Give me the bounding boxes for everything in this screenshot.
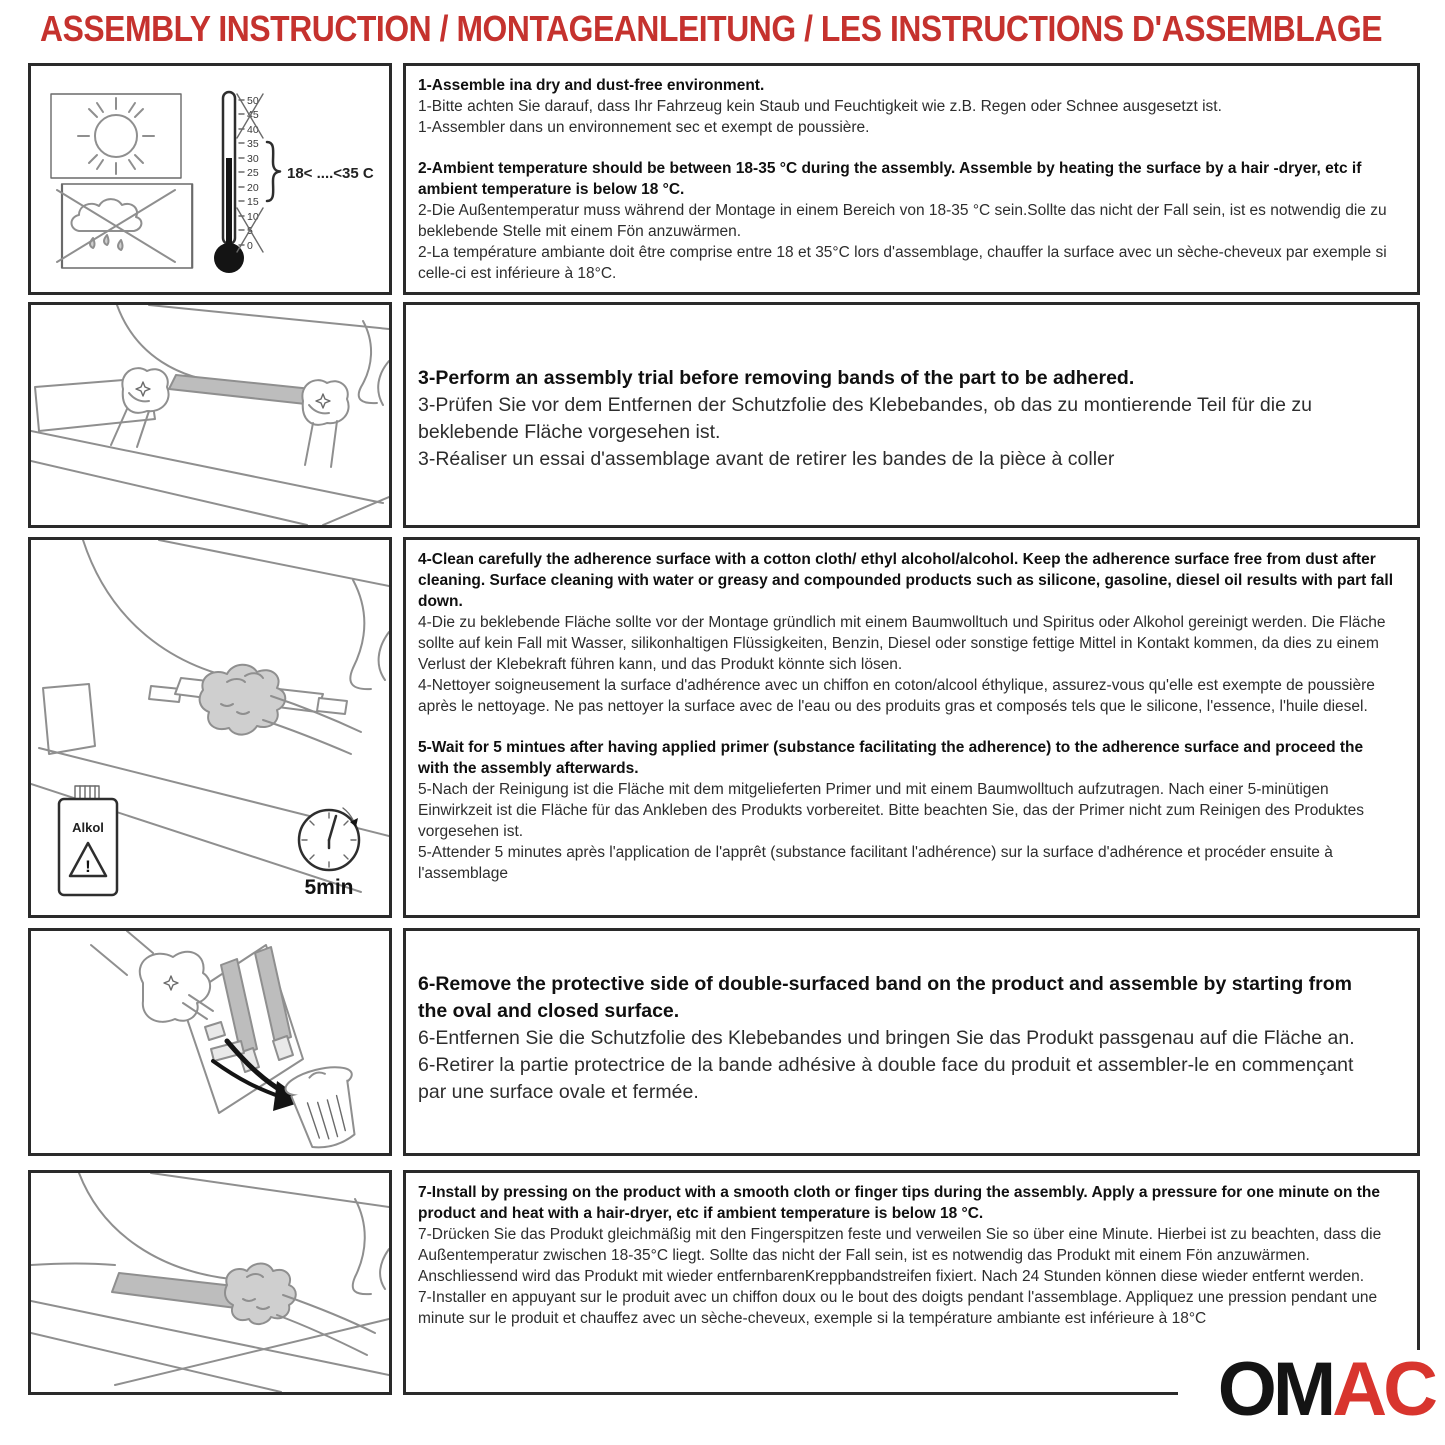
step1-text-de: 1-Bitte achten Sie darauf, dass Ihr Fahrzeug kein Staub und Feuchtigkeit wie z.B. Regen oder Schnee ausgesetzt ist.: [418, 98, 1222, 115]
step1-text-en: 1-Assemble ina dry and dust-free environment.: [418, 77, 765, 94]
instruction-box-3: [403, 302, 1420, 528]
step2-text-fr: 2-La température ambiante doit être comprise entre 18 et 35°C lors d'assemblage, chauffer la surface avec un sèche-cheveux par exemple si celle-ci est inférieure à 18°C.: [418, 244, 1387, 282]
instruction-text-group: [406, 305, 1417, 479]
step7-text-fr: 7-Installer en appuyant sur le produit avec un chiffon doux ou le bout des doigts pendant l'assemblage. Appliquez une pression pendant une minute sur le produit et chauffez avec un sèche-cheveux, exemple si la température ambiante est inférieure à 18°C: [418, 1289, 1378, 1327]
svg-text:10: 10: [247, 211, 259, 223]
svg-text:50: 50: [247, 95, 259, 107]
alcohol-bottle-icon: [59, 786, 117, 895]
step4-text-en: 4-Clean carefully the adherence surface with a cotton cloth/ ethyl alcohol/alcohol. Keep the adherence surface free from dust after cleaning. Surface cleaning with water or greasy and compounded products such as silicone, gasoline, diesel oil results with part fall down.: [418, 551, 1394, 610]
svg-text:25: 25: [247, 167, 259, 179]
svg-text:0: 0: [247, 240, 253, 252]
cleaning-illustration: [31, 540, 389, 915]
svg-text:40: 40: [247, 124, 259, 136]
peel-band-illustration: [31, 931, 389, 1153]
illustration-box-climate: [28, 63, 392, 295]
omac-logo-text: [1217, 1347, 1434, 1432]
step3-text-fr: 3-Réaliser un essai d'assemblage avant de retirer les bandes de la pièce à coller: [418, 448, 1115, 470]
instruction-text-group: [406, 540, 1417, 890]
illustration-box-peel: [28, 928, 392, 1156]
instruction-box-1-2: [403, 63, 1420, 295]
bottle-label: Alkol: [72, 820, 104, 835]
instruction-text-group: [406, 66, 1417, 290]
temperature-range-label: 18< ....<35 C: [287, 165, 374, 182]
no-rain-icon: [57, 184, 192, 268]
svg-text:5: 5: [247, 225, 253, 237]
svg-text:15: 15: [247, 196, 259, 208]
step6-text-en: 6-Remove the protective side of double-surfaced band on the product and assemble by starting from the oval and closed surface.: [418, 973, 1352, 1022]
step3-text-de: 3-Prüfen Sie vor dem Entfernen der Schutzfolie des Klebebandes, ob das zu montierende Teil für die zu beklebende Fläche vorgesehen ist.: [418, 394, 1312, 443]
svg-text:20: 20: [247, 182, 259, 194]
instruction-text-group: [406, 931, 1417, 1112]
step1-text-fr: 1-Assembler dans un environnement sec et exempt de poussière.: [418, 119, 870, 136]
svg-text:35: 35: [247, 138, 259, 150]
omac-logo: [1178, 1347, 1434, 1432]
step2-text-en: 2-Ambient temperature should be between 18-35 °C during the assembly. Assemble by heating the surface by a hair -dryer, etc if ambient temperature is below 18 °C.: [418, 160, 1362, 198]
timer-clock-icon: [299, 808, 359, 899]
instruction-box-6: [403, 928, 1420, 1156]
step4-text-fr: 4-Nettoyer soigneusement la surface d'adhérence avec un chiffon en coton/alcool éthylique, assurez-vous qu'elle est exempte de poussière après le nettoyage. Ne pas nettoyer la surface avec de l'eau ou des produits gras et composés tels que le silicone, l'essence, l'huile diesel.: [418, 677, 1375, 715]
instruction-box-4-5: [403, 537, 1420, 918]
timer-label: 5min: [304, 876, 354, 899]
instruction-text-group: [406, 1173, 1417, 1335]
illustration-box-trial: [28, 302, 392, 528]
step5-text-en: 5-Wait for 5 mintues after having applied primer (substance facilitating the adherence) to the adherence surface and proceed the with the assembly afterwards.: [418, 739, 1364, 777]
step4-text-de: 4-Die zu beklebende Fläche sollte vor der Montage gründlich mit einem Baumwolltuch und Spiritus oder Alkohol gereinigt werden. Die Fläche sollte auf kein Fall mit Wasser, silikonhaltigen Flüssigkeiten, Benzin, Diesel oder sonstige fettige Mittel in Kontakt kommen, da dies zu einem Verlust der Klebekraft führen kann, und das Produkt könnte sich lösen.: [418, 614, 1386, 673]
climate-illustration: [31, 66, 389, 292]
page-title: ASSEMBLY INSTRUCTION / MONTAGEANLEITUNG / LES INSTRUCTIONS D'ASSEMBLAGE: [40, 8, 1383, 49]
omac-logo-black-letters: OM: [1217, 1347, 1333, 1432]
warning-mark: !: [85, 857, 91, 876]
press-install-illustration: [31, 1173, 389, 1392]
step6-text-fr: 6-Retirer la partie protectrice de la bande adhésive à double face du produit et assembler-le en commençant par une surface ovale et fermée.: [418, 1054, 1354, 1103]
step3-text-en: 3-Perform an assembly trial before removing bands of the part to be adhered.: [418, 367, 1135, 389]
thermometer-icon: [214, 92, 374, 273]
trash-can-icon: [283, 1062, 368, 1153]
step7-text-de: 7-Drücken Sie das Produkt gleichmäßig mit den Fingerspitzen feste und verweilen Sie so über eine Minute. Hierbei ist zu beachten, dass die Außentemperatur zwischen 18-35°C liegt. Sollte das nicht der Fall sein, ist es notwendig das Produkt mit einem Fön anzuwärmen. Anschliessend wird das Produkt mit wieder entfernbarenKreppbandstreifen fixiert. Nach 24 Stunden können diese wieder entfernt werden.: [418, 1226, 1382, 1285]
step2-text-de: 2-Die Außentemperatur muss während der Montage in einem Bereich von 18-35 °C sein.Sollte das nicht der Fall sein, ist es notwendig die zu beklebende Stelle mit einem Fön anzuwärmen.: [418, 202, 1387, 240]
step5-text-de: 5-Nach der Reinigung ist die Fläche mit dem mitgelieferten Primer und mit einem Baumwolltuch aufzutragen. Nach einer 5-minütigen Einwirkzeit ist die Fläche für das Ankleben des Produkts vorbereitet. Bitte beachten Sie, das der Primer nicht zum Reinigen des Produktes vorgesehen ist.: [418, 781, 1364, 840]
illustration-box-press: [28, 1170, 392, 1395]
trial-fit-illustration: [31, 305, 389, 525]
svg-text:30: 30: [247, 153, 259, 165]
step6-text-de: 6-Entfernen Sie die Schutzfolie des Klebebandes und bringen Sie das Produkt passgenau auf die Fläche an.: [418, 1027, 1355, 1049]
sun-icon: [51, 94, 181, 178]
svg-text:45: 45: [247, 109, 259, 121]
omac-logo-red-letters: AC: [1332, 1347, 1434, 1432]
right-hand: [302, 380, 348, 467]
step5-text-fr: 5-Attender 5 minutes après l'application de l'apprêt (substance facilitant l'adhérence) sur la surface d'adhérence et procéder ensuite à l'assemblage: [418, 844, 1333, 882]
peeling-hand: [91, 931, 213, 1022]
step7-text-en: 7-Install by pressing on the product with a smooth cloth or finger tips during the assembly. Apply a pressure for one minute on the product and heat with a hair-dryer, etc if ambient temperature is below 18 °C.: [418, 1184, 1380, 1222]
illustration-box-cleaning: [28, 537, 392, 918]
